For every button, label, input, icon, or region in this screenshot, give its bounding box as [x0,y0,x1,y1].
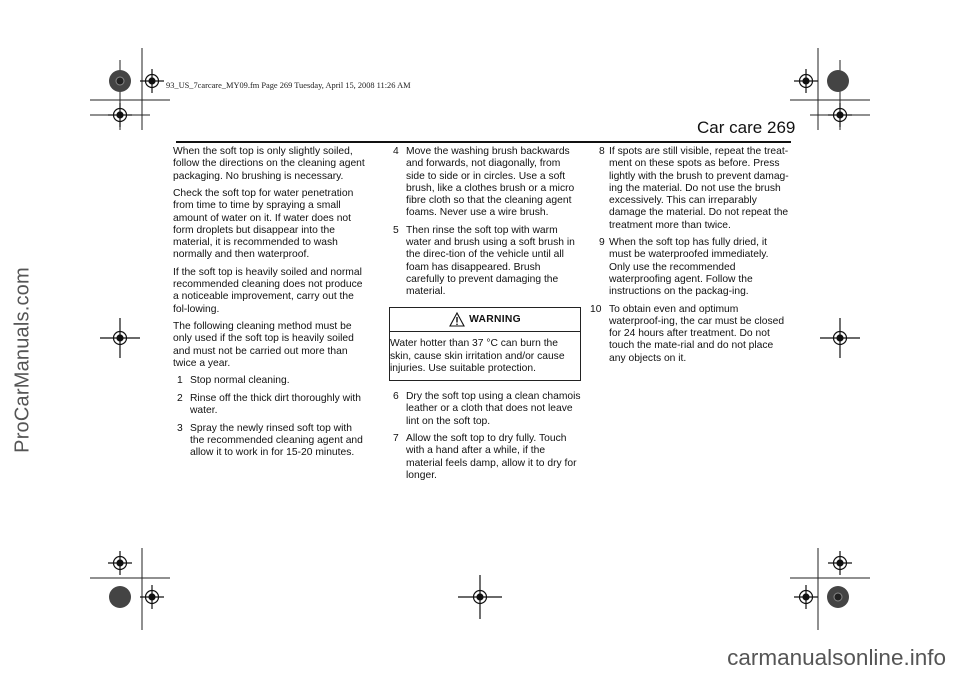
step-text: Stop normal cleaning. [190,375,290,387]
step-number: 10 [590,303,602,315]
step-text: Move the washing brush backwards and forwards, not diagonally, from side to side or in circles. Use a soft brush, like a clothes brush or a micro fibre cloth so that the cleaning agent foams. Never use a wire brush. [406,146,575,219]
section-title: Car care [697,118,763,137]
step-text: Then rinse the soft top with warm water and brush using a soft brush in the direc-tion of the vehicle until all foam has disappeared. Brush carefully to prevent damaging the material. [406,224,575,298]
warning-title: WARNING [469,313,521,325]
step-text: Dry the soft top using a clean chamois leather or a cloth that does not leave lint on the soft top. [406,391,581,427]
step-text: Rinse off the thick dirt thoroughly with water. [190,392,361,417]
step-text: Allow the soft top to dry fully. Touch with a hand after a while, if the material feels damp, allow it to dry for longer. [406,433,577,481]
step-number: 4 [393,146,399,157]
warning-text: Water hotter than 37 °C can burn the skin, cause skin irritation and/or cause injuries. Use suitable protection. [390,338,565,374]
list-item [595,146,790,232]
step-number: 1 [177,375,183,387]
step-text: When the soft top has fully dried, it must be waterproofed immediately. Only use the recommended waterproofing agent. Follow the instructions on the packag-ing. [609,237,769,298]
step-number: 8 [599,146,605,157]
list-item [590,303,790,365]
page-number: 269 [767,118,796,137]
list-item [389,146,581,220]
column-2 [389,146,581,487]
paragraph: Check the soft top for water penetration from time to time by spraying a small amount of water on it. If water does not form droplets but disappear into the material, it is recommended to wash normally and then waterproof. [173,188,354,261]
list-item [173,375,369,387]
step-number: 9 [599,237,605,249]
paragraph: The following cleaning method must be only used if the soft top is heavily soiled and must not be carried out more than twice a year. [173,321,354,369]
side-watermark [8,260,38,460]
step-text: Spray the newly rinsed soft top with the recommended cleaning agent and allow it to work in for 15-20 minutes. [190,422,363,459]
list-item [595,237,790,298]
steps-list [389,391,581,482]
step-number: 5 [393,224,399,236]
paragraph: When the soft top is only slightly soiled, follow the directions on the cleaning agent packaging. No brushing is necessary. [173,146,365,182]
step-text: To obtain even and optimum waterproof-ing, the car must be closed for 24 hours after treatment. Do not touch the mate-rial and do not place any objects on it. [609,303,785,364]
list-item [173,393,369,418]
side-watermark-text: ProCarManuals.com [11,267,34,453]
warning-triangle-icon [449,312,465,327]
steps-list [173,375,369,459]
warning-box [389,307,581,381]
step-number: 2 [177,392,183,404]
step-number: 7 [393,433,399,445]
steps-list [590,146,790,365]
column-3 [590,146,790,370]
warning-header [390,308,580,332]
step-text: If spots are still visible, repeat the treat-ment on these spots as before. Press lightly with the brush to prevent damag-ing the material. Do not use the brush excessively. This can irreparably damage the material. Do not repeat the treatment more than twice. [609,146,789,231]
column-1 [173,146,369,465]
step-number: 3 [177,422,183,434]
list-item [389,391,581,428]
bottom-watermark: carmanualsonline.info [727,645,946,670]
header-rule [176,141,791,143]
steps-list [389,146,581,298]
paragraph: If the soft top is heavily soiled and normal recommended cleaning does not produce a noticeable improvement, carry out the fol-lowing. [173,266,363,315]
list-item [173,423,369,460]
step-number: 6 [393,391,399,403]
list-item [389,433,581,482]
file-header: 93_US_7carcare_MY09.fm Page 269 Tuesday, April 15, 2008 11:26 AM [166,81,411,90]
list-item [389,225,581,299]
